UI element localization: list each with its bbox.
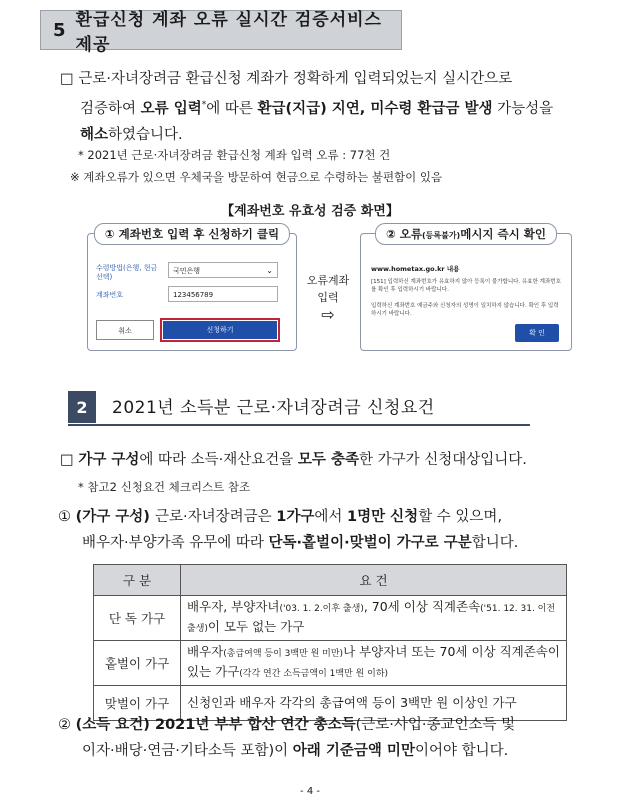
section5-title: 환급신청 계좌 오류 실시간 검증서비스 제공 <box>75 10 382 55</box>
section2-paragraph <box>60 447 600 473</box>
item2-bold-income: (소득 요건) 2021년 부부 합산 연간 총소득 <box>75 717 356 733</box>
s2-text2: 한 가구가 신청대상입니다. <box>358 452 527 468</box>
p1-line1: 근로·자녀장려금 환급신청 계좌가 정확하게 입력되었는지 실시간으로 <box>78 71 513 87</box>
p1-bold-delay: 환급(지급) 지연, 미수령 환급금 발생 <box>257 100 493 117</box>
section5-header <box>40 10 402 55</box>
arrow-label-line2: 입력 <box>317 291 339 304</box>
row-type: 홑벌이 가구 <box>94 641 181 686</box>
section5-number: 5 <box>53 19 66 41</box>
item2-text1: (근로·사업·종교인소득 및 <box>355 717 516 733</box>
arrow-label <box>300 272 356 323</box>
section2-underline <box>68 424 530 426</box>
item1-mark: ① <box>58 509 71 525</box>
screen-caption: 【계좌번호 유효성 검증 화면】 <box>221 204 399 219</box>
field2-label: 계좌번호 <box>96 291 124 299</box>
item2-bold-threshold: 아래 기준금액 미만 <box>292 743 415 759</box>
req-text: 배우자 <box>187 644 224 659</box>
dialog-site: www.hometax.go.kr 내용 <box>371 265 460 273</box>
table-header-req: 요 건 <box>181 565 567 596</box>
req-text: 나 부양자녀 또는 70세 이상 직계존속이 있는 가구 <box>187 644 560 679</box>
bullet-square: □ <box>60 71 74 87</box>
box2-title-small: (등록불가) <box>421 231 461 240</box>
item1-text2: 에서 <box>314 509 348 525</box>
item1-text4: 배우자·부양가족 유무에 따라 <box>82 535 269 551</box>
section5-paragraph <box>60 66 580 148</box>
s2-note: * 참고2 신청요건 체크리스트 참조 <box>78 480 251 494</box>
req-small: (총급여액 등이 3백만 원 미만) <box>223 649 344 659</box>
table-header-type: 구 분 <box>94 565 181 596</box>
bank-select[interactable] <box>168 262 278 278</box>
s2-bullet: □ <box>60 452 79 468</box>
row-req <box>181 596 567 641</box>
requirements-table <box>93 564 567 721</box>
p1-text4: 하였습니다. <box>108 126 183 143</box>
req-text: , 70세 이상 직계존속 <box>363 599 481 614</box>
table-row <box>94 596 567 641</box>
req-small: ('03. 1. 2.이후 출생) <box>279 604 364 614</box>
item1-text5: 합니다. <box>471 535 519 551</box>
section2-number: 2 <box>68 391 96 423</box>
req-small: ('51. 12. 31. 이전 출생) <box>187 604 556 634</box>
ok-button[interactable]: 확 인 <box>515 324 559 342</box>
row-type: 맞벌이 가구 <box>94 686 181 721</box>
table-header-row <box>94 565 567 596</box>
box2-title-a: ② 오류 <box>386 227 422 241</box>
p1-text3: 가능성을 <box>492 100 554 117</box>
s2-bold-household: 가구 구성 <box>78 452 140 468</box>
s2-text1: 에 따라 소득·재산요건을 <box>139 452 298 468</box>
box-error-message <box>360 227 572 351</box>
field1-label: 수령방법(은행, 현금선택) <box>96 264 158 281</box>
box-account-input <box>87 227 297 351</box>
note-post-office: ※ 계좌오류가 있으면 우체국을 방문하여 현금으로 수령하는 불편함이 있음 <box>70 170 443 184</box>
item1-bold-types: 단독·홑벌이·맞벌이 가구로 구분 <box>268 535 472 551</box>
section2-title: 2021년 소득분 근로·자녀장려금 신청요건 <box>112 398 435 418</box>
item2 <box>58 712 598 764</box>
p1-sup: * <box>201 100 207 110</box>
account-number-input[interactable]: 123456789 <box>168 286 278 302</box>
s2-bold-meet: 모두 충족 <box>297 452 359 468</box>
chevron-down-icon: ⌄ <box>266 266 273 275</box>
item1-bold-composition: (가구 구성) <box>75 509 155 525</box>
row-req <box>181 641 567 686</box>
p1-line3 <box>60 122 580 148</box>
dialog-message-1: [151] 입력하신 계좌번호가 유효하지 않아 등록이 불가합니다. 유효한 계좌번호를 확인 후 입력하시기 바랍니다. <box>371 279 561 293</box>
bank-select-value: 국민은행 <box>173 267 201 275</box>
p1-text2: 에 따른 <box>206 100 258 117</box>
item1-bold-1household: 1가구 <box>276 509 315 525</box>
arrow-label-line1: 오류계좌 <box>306 274 350 287</box>
item1-bold-1person: 1명만 신청 <box>347 509 419 525</box>
p1-bold-error: 오류 입력 <box>140 100 202 117</box>
item1-text1: 근로·자녀장려금은 <box>155 509 277 525</box>
item1-text3: 할 수 있으며, <box>418 509 503 525</box>
p1-bold-resolve: 해소 <box>80 126 109 143</box>
item2-text3: 이어야 합니다. <box>414 743 509 759</box>
dialog-message-2: 입력하신 계좌번호 예금주와 신청자의 성명이 일치하지 않습니다. 확인 후 입력하시기 바랍니다. <box>371 303 559 317</box>
apply-button-highlight <box>160 318 280 342</box>
item1 <box>58 504 598 556</box>
item2-text2: 이자·배당·연금·기타소득 포함)이 <box>82 743 293 759</box>
page-number: - 4 - <box>300 786 320 797</box>
req-small: (각각 연간 소득금액이 1백만 원 이하) <box>239 669 389 679</box>
note-error-count: * 2021년 근로·자녀장려금 환급신청 계좌 입력 오류 : 77천 건 <box>78 148 391 162</box>
box1-title: ① 계좌번호 입력 후 신청하기 클릭 <box>94 223 290 245</box>
apply-button[interactable]: 신청하기 <box>163 321 277 339</box>
req-text: 이 모두 없는 가구 <box>207 619 305 634</box>
item2-mark: ② <box>58 717 71 733</box>
p1-text: 검증하여 <box>80 100 141 117</box>
box2-title-b: 메시지 즉시 확인 <box>460 227 546 241</box>
table-row <box>94 641 567 686</box>
cancel-button[interactable]: 취소 <box>96 320 154 340</box>
row-type: 단 독 가구 <box>94 596 181 641</box>
right-arrow-icon: ⇨ <box>321 305 335 324</box>
row-req: 신청인과 배우자 각각의 총급여액 등이 3백만 원 이상인 가구 <box>181 686 567 721</box>
req-text: 배우자, 부양자녀 <box>187 599 280 614</box>
p1-line2 <box>60 92 580 122</box>
box2-title <box>375 223 557 245</box>
